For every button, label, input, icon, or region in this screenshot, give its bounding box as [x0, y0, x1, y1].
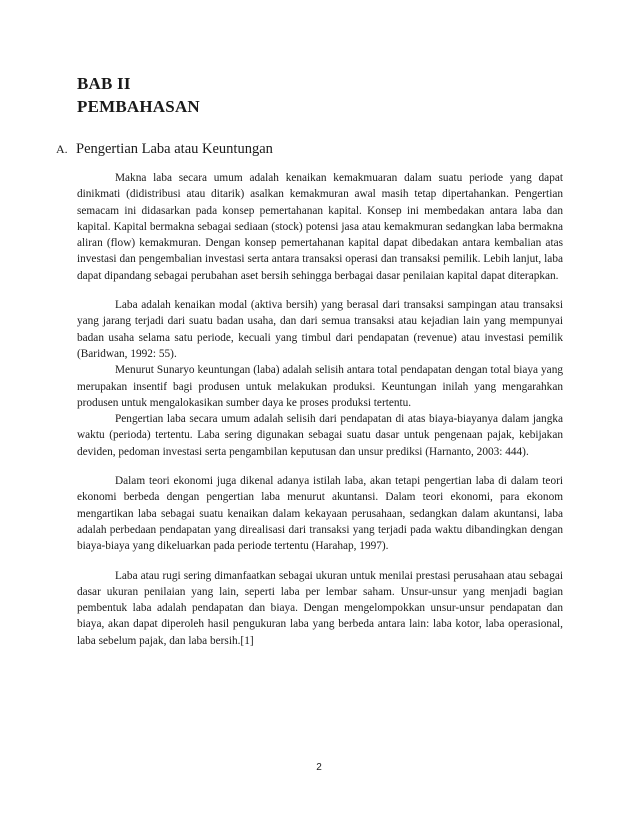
paragraph: Dalam teori ekonomi juga dikenal adanya istilah laba, akan tetapi pengertian laba di dalam teori ekonomi berbeda dengan pengertian laba menurut akuntansi. Dalam teori ekonomi, para ekonom mengartikan laba sebagai suatu kenaikan dalam kekayaan perusahaan, sedangkan dalam akuntansi, laba adalah perbedaan pendapatan yang direalisasi dari transaksi yang terjadi pada waktu dibandingkan dengan biaya-biaya yang dikeluarkan pada periode tertentu (Harahap, 1997). [77, 475, 563, 553]
body-text [77, 170, 563, 649]
paragraph: Laba adalah kenaikan modal (aktiva bersih) yang berasal dari transaksi sampingan atau transaksi yang jarang terjadi dari suatu badan usaha, dan dari semua transaksi atau kejadian lain yang mempunyai badan usaha selama satu periode, kecuali yang timbul dari pendapatan (revenue) atau investasi pemilik (Baridwan, 1992: 55). [77, 299, 563, 360]
chapter-number: BAB II [77, 74, 131, 93]
paragraph: Makna laba secara umum adalah kenaikan kemakmuaran dalam suatu periode yang dapat dinikmati (didistribusi atau ditarik) asalkan kemakmuran awal masih tetap dipertahankan. Pengertian semacam ini didasarkan pada konsep pemertahanan kapital. Konsep ini membedakan antara laba dan kapital. Kapital bermakna sebagai sediaan (stock) potensi jasa atau kemakmuran sedangkan laba bermakna aliran (flow) kemakmuran. Dengan konsep pemertahanan kapital dapat dibedakan antara kembalian atas investasi dan pengembalian investasi serta antara transaksi operasi dan transaksi pemilik. Lebih lanjut, laba dapat dipandang sebagai perubahan aset bersih sehingga berbagai dasar penilaian kapital dapat diterapkan. [77, 172, 563, 282]
page-number: 2 [316, 762, 322, 773]
chapter-title: PEMBAHASAN [77, 97, 200, 116]
section-letter: A. [56, 142, 68, 156]
paragraph: Pengertian laba secara umum adalah selisih dari pendapatan di atas biaya-biayanya dalam jangka waktu (perioda) tertentu. Laba sering digunakan sebagai suatu dasar untuk pengenaan pajak, kebijakan deviden, pedoman investasi serta pengambilan keputusan dan unsur prediksi (Harnanto, 2003: 444). [77, 413, 563, 458]
paragraph: Menurut Sunaryo keuntungan (laba) adalah selisih antara total pendapatan dengan total biaya yang merupakan insentif bagi produsen untuk melakukan produksi. Keuntungan inilah yang mengarahkan produsen untuk mengalokasikan sumber daya ke proses produksi tertentu. [77, 364, 563, 409]
section-title: Pengertian Laba atau Keuntungan [76, 141, 273, 157]
section-heading [56, 140, 556, 158]
chapter-heading [77, 72, 200, 118]
paragraph: Laba atau rugi sering dimanfaatkan sebagai ukuran untuk menilai prestasi perusahaan atau sebagai dasar ukuran penilaian yang lain, seperti laba per lembar saham. Unsur-unsur yang menjadi bagian pembentuk laba adalah pendapatan dan biaya. Dengan mengelompokkan unsur-unsur pendapatan dan biaya, akan dapat diperoleh hasil pengukuran laba yang berbeda antara lain: laba kotor, laba operasional, laba sebelum pajak, dan laba bersih.[1] [77, 569, 563, 647]
